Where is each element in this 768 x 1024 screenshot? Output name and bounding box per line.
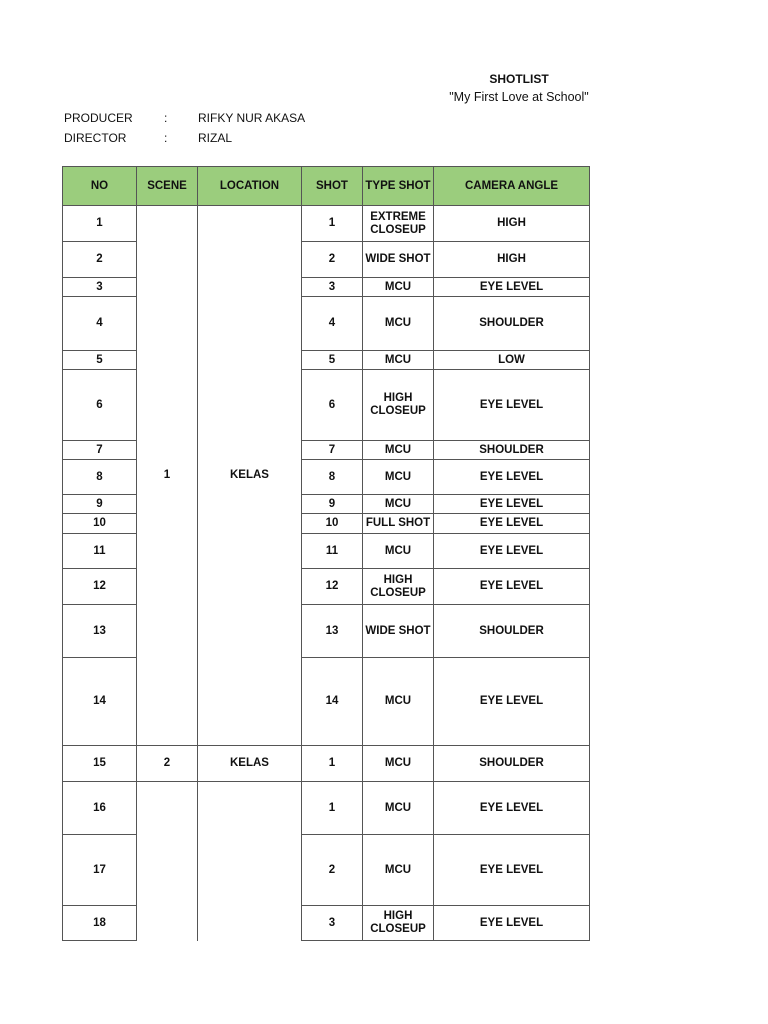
cell-no: 13: [63, 605, 137, 658]
cell-shot: 9: [302, 495, 363, 514]
table-header-row: [63, 167, 590, 206]
cell-no: 2: [63, 242, 137, 278]
cell-type-shot: MCU: [363, 534, 434, 569]
cell-camera-angle: EYE LEVEL: [434, 278, 590, 297]
cell-camera-angle: SHOULDER: [434, 605, 590, 658]
cell-camera-angle: EYE LEVEL: [434, 658, 590, 746]
cell-no: 11: [63, 534, 137, 569]
cell-shot: 14: [302, 658, 363, 746]
cell-type-shot: WIDE SHOT: [363, 605, 434, 658]
cell-no: 18: [63, 906, 137, 941]
producer-label: PRODUCER: [64, 111, 133, 125]
cell-type-shot: MCU: [363, 460, 434, 495]
cell-camera-angle: EYE LEVEL: [434, 782, 590, 835]
cell-location: KELAS: [198, 206, 302, 746]
cell-shot: 12: [302, 569, 363, 605]
cell-type-shot: MCU: [363, 297, 434, 351]
cell-camera-angle: HIGH: [434, 206, 590, 242]
cell-camera-angle: EYE LEVEL: [434, 906, 590, 941]
cell-type-shot: MCU: [363, 782, 434, 835]
cell-no: 3: [63, 278, 137, 297]
producer-value: RIFKY NUR AKASA: [198, 111, 306, 125]
cell-shot: 1: [302, 746, 363, 782]
column-header-no: NO: [63, 167, 137, 206]
cell-scene: 1: [137, 206, 198, 746]
cell-type-shot: MCU: [363, 351, 434, 370]
cell-camera-angle: EYE LEVEL: [434, 835, 590, 906]
cell-shot: 8: [302, 460, 363, 495]
cell-shot: 6: [302, 370, 363, 441]
document-title: SHOTLIST: [489, 72, 549, 86]
cell-type-shot: MCU: [363, 746, 434, 782]
column-header-shot: SHOT: [302, 167, 363, 206]
cell-no: 5: [63, 351, 137, 370]
cell-location: [198, 782, 302, 941]
cell-type-shot: MCU: [363, 278, 434, 297]
cell-shot: 3: [302, 278, 363, 297]
cell-shot: 5: [302, 351, 363, 370]
cell-camera-angle: HIGH: [434, 242, 590, 278]
cell-no: 10: [63, 514, 137, 534]
cell-no: 8: [63, 460, 137, 495]
cell-camera-angle: EYE LEVEL: [434, 534, 590, 569]
cell-type-shot: FULL SHOT: [363, 514, 434, 534]
column-header-camera-angle: CAMERA ANGLE: [434, 167, 590, 206]
cell-no: 14: [63, 658, 137, 746]
document-title-block: [448, 70, 590, 106]
column-header-location: LOCATION: [198, 167, 302, 206]
producer-separator: :: [164, 111, 168, 125]
cell-no: 6: [63, 370, 137, 441]
cell-scene: [137, 782, 198, 941]
table-row: [63, 206, 590, 242]
cell-type-shot: HIGH CLOSEUP: [363, 569, 434, 605]
cell-type-shot: HIGH CLOSEUP: [363, 906, 434, 941]
cell-shot: 2: [302, 835, 363, 906]
cell-type-shot: MCU: [363, 835, 434, 906]
cell-type-shot: HIGH CLOSEUP: [363, 370, 434, 441]
cell-shot: 10: [302, 514, 363, 534]
cell-camera-angle: EYE LEVEL: [434, 514, 590, 534]
cell-shot: 1: [302, 782, 363, 835]
cell-shot: 7: [302, 441, 363, 460]
director-label: DIRECTOR: [64, 131, 127, 145]
cell-type-shot: EXTREME CLOSEUP: [363, 206, 434, 242]
cell-shot: 1: [302, 206, 363, 242]
cell-shot: 13: [302, 605, 363, 658]
cell-type-shot: MCU: [363, 658, 434, 746]
cell-type-shot: WIDE SHOT: [363, 242, 434, 278]
cell-location: KELAS: [198, 746, 302, 782]
cell-no: 12: [63, 569, 137, 605]
cell-no: 7: [63, 441, 137, 460]
cell-type-shot: MCU: [363, 441, 434, 460]
cell-camera-angle: SHOULDER: [434, 441, 590, 460]
cell-camera-angle: EYE LEVEL: [434, 370, 590, 441]
cell-camera-angle: SHOULDER: [434, 746, 590, 782]
cell-no: 16: [63, 782, 137, 835]
cell-shot: 3: [302, 906, 363, 941]
cell-shot: 11: [302, 534, 363, 569]
director-separator: :: [164, 131, 168, 145]
cell-no: 9: [63, 495, 137, 514]
cell-camera-angle: EYE LEVEL: [434, 460, 590, 495]
director-value: RIZAL: [198, 131, 233, 145]
cell-camera-angle: LOW: [434, 351, 590, 370]
document-subtitle: "My First Love at School": [449, 90, 589, 104]
cell-type-shot: MCU: [363, 495, 434, 514]
cell-camera-angle: SHOULDER: [434, 297, 590, 351]
cell-no: 4: [63, 297, 137, 351]
cell-no: 15: [63, 746, 137, 782]
cell-shot: 2: [302, 242, 363, 278]
cell-camera-angle: EYE LEVEL: [434, 569, 590, 605]
column-header-type-shot: TYPE SHOT: [363, 167, 434, 206]
shotlist-table: [62, 166, 590, 941]
cell-scene: 2: [137, 746, 198, 782]
cell-shot: 4: [302, 297, 363, 351]
cell-no: 17: [63, 835, 137, 906]
cell-no: 1: [63, 206, 137, 242]
cell-camera-angle: EYE LEVEL: [434, 495, 590, 514]
table-row: [63, 746, 590, 782]
column-header-scene: SCENE: [137, 167, 198, 206]
table-row: [63, 782, 590, 835]
